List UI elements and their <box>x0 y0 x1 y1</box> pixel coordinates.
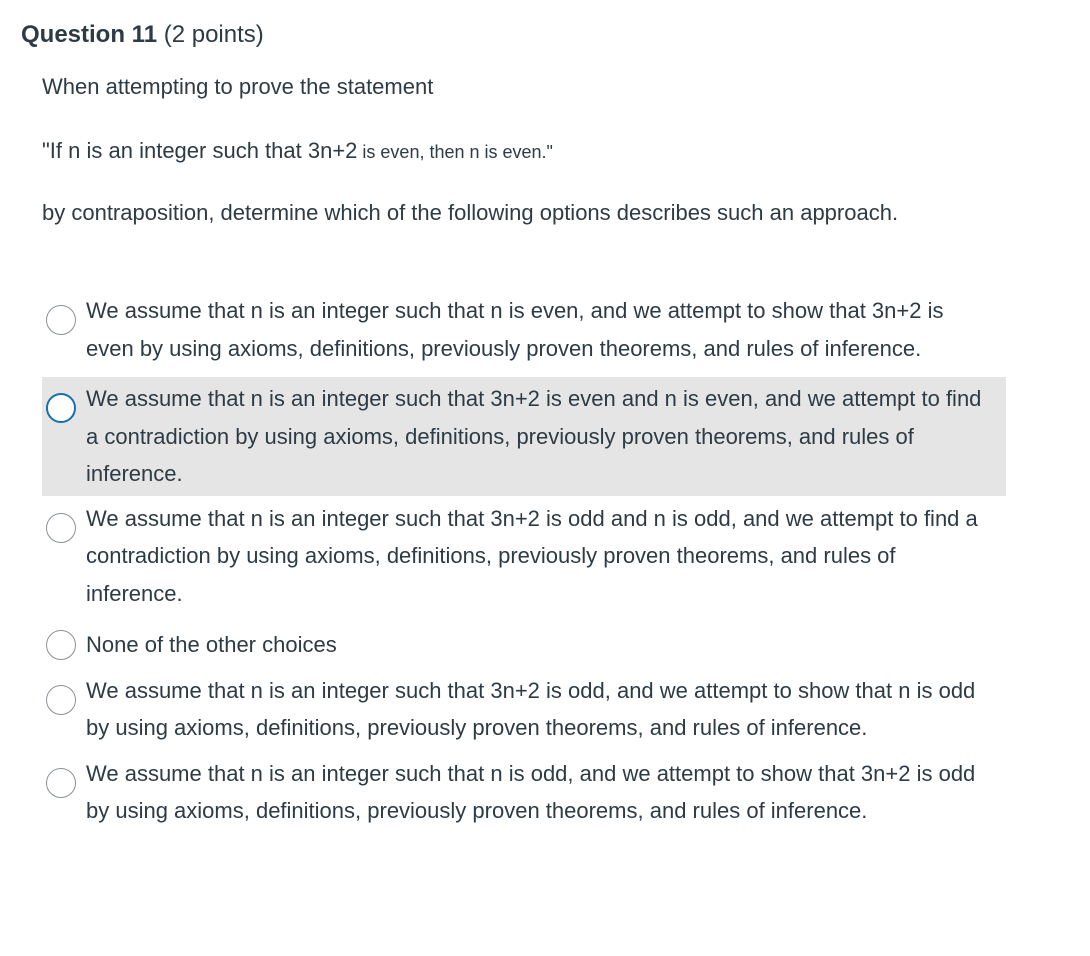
statement-text-start: "If n is an integer such that <box>42 138 308 163</box>
answer-list <box>42 292 1006 830</box>
prompt-statement <box>42 132 962 171</box>
question-title: Question 11 <box>21 21 158 48</box>
question-header <box>21 18 264 52</box>
answer-label-1[interactable]: We assume that n is an integer such that n is even, and we attempt to show that 3n+2 is even by using axioms, definitions, previously proven theorems, and rules of inference. <box>86 298 944 361</box>
answer-label-2[interactable]: We assume that n is an integer such that 3n+2 is even and n is even, and we attempt to find a contradiction by using axioms, definitions, previously proven theorems, and rules of inference. <box>86 386 982 486</box>
answer-label-3[interactable]: We assume that n is an integer such that 3n+2 is odd and n is odd, and we attempt to find a contradiction by using axioms, definitions, previously proven theorems, and rules of inference. <box>86 505 978 606</box>
answer-label-5[interactable]: We assume that n is an integer such that 3n+2 is odd, and we attempt to show that n is odd by using axioms, definitions, previously proven theorems, and rules of inference. <box>86 677 976 740</box>
statement-text-end: is even, then n is even." <box>357 142 553 162</box>
answer-label-4[interactable]: None of the other choices <box>86 632 337 657</box>
prompt-intro: When attempting to prove the statement <box>42 74 434 99</box>
answer-option-1[interactable] <box>42 292 1006 377</box>
statement-expression: 3n+2 <box>307 138 358 163</box>
radio-button-4[interactable] <box>46 630 76 660</box>
radio-button-3[interactable] <box>46 513 76 543</box>
radio-button-2[interactable] <box>46 393 76 423</box>
prompt-instruction: by contraposition, determine which of the following options describes such an approach. <box>42 200 899 225</box>
answer-option-3[interactable] <box>42 496 1006 627</box>
answer-label-6[interactable]: We assume that n is an integer such that n is odd, and we attempt to show that 3n+2 is odd by using axioms, definitions, previously proven theorems, and rules of inference. <box>86 760 976 823</box>
answer-option-5[interactable] <box>42 672 1006 755</box>
answer-option-4[interactable] <box>42 626 1006 672</box>
radio-button-5[interactable] <box>46 685 76 715</box>
answer-option-2[interactable] <box>42 377 1006 496</box>
radio-button-6[interactable] <box>46 768 76 798</box>
question-points: (2 points) <box>163 21 264 48</box>
radio-button-1[interactable] <box>46 305 76 335</box>
answer-option-6[interactable] <box>42 755 1006 830</box>
